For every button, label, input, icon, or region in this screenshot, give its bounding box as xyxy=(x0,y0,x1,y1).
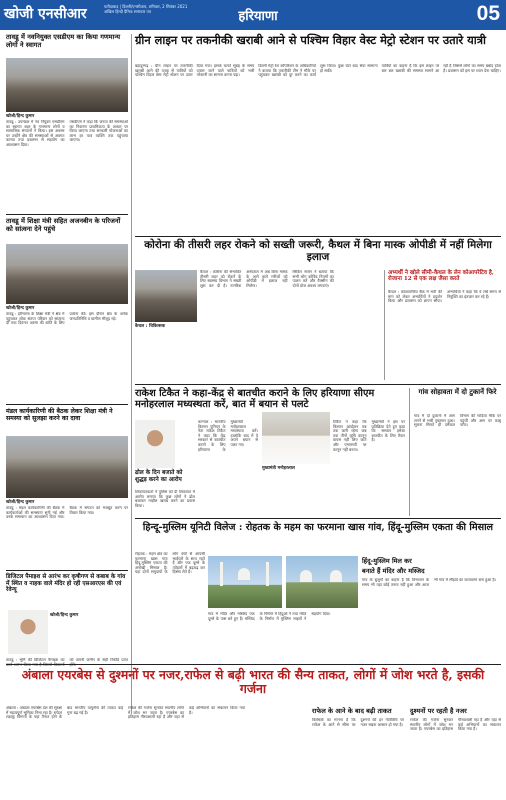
mosque-dome xyxy=(238,568,250,580)
metro-body xyxy=(135,64,501,232)
left2-photo xyxy=(6,244,128,304)
metro-headline: ग्रीन लाइन पर तकनीकी खराबी आने से पश्चिम विहार वेस्ट मेट्रो स्टेशन पर उतारे यात्री xyxy=(135,33,486,47)
left1-caption: खोजी/हिन्द कुमार xyxy=(6,114,35,119)
mosque-photo xyxy=(208,556,282,608)
newspaper-logo: खोजी एनसीआर xyxy=(4,6,87,22)
ambala-para: राफेल की गर्जना सुनकर स्थानीय लोगों में जोश भर जाता है। एयरबेस का इतिहास गौरवशाली रहा है और यहां से कई अभियानों का संचालन किया गया है। xyxy=(128,706,245,720)
corona-para: कैथल : कोरोना की संभावित तीसरी लहर को रोकने के लिए स्वास्थ्य विभाग ने सख्ती शुरू कर दी है। नागरिक अस्पताल में अब बिना मास्क के आने वाले मरीजों को ओपीडी में इलाज नहीं मिलेगा। xyxy=(200,270,288,288)
unity-body-a xyxy=(135,552,205,660)
dhol-photo xyxy=(135,420,175,468)
mosque-minaret xyxy=(220,562,223,586)
left1-para: एसडीएम ने कहा कि जनता की समस्याओं का निवारण प्राथमिकता के आधार पर किया जाएगा तथा सरकारी योजनाओं का लाभ हर पात्र व्यक्ति तक पहुंचाया जाएगा। xyxy=(69,120,128,143)
corona-photo xyxy=(135,270,197,322)
divider xyxy=(6,570,128,571)
temple-photo xyxy=(286,556,358,608)
unity-body-c xyxy=(362,578,501,660)
tikait-para: टिकैत ने कहा कि किसान आंदोलन तब तक जारी रहेगा जब तक तीनों कृषि कानून वापस नहीं लिए जाते और एमएसपी पर कानून नहीं बनता। xyxy=(333,420,367,452)
aspirants-body xyxy=(388,290,501,380)
ambala-headline: अंबाला एयरबेस से दुश्मनों पर नजर,राफेल से बढ़ी भारत की सैन्य ताकत, लोगों में जोश भरते है, इसकी गर्जना xyxy=(21,667,485,697)
left3-headline: मंडल कार्यकारिणी की बैठक लेकर शिक्षा मंत्री ने समस्या को सुलझा करने का दावा xyxy=(6,408,113,423)
left2-caption: खोजी/हिन्द कुमार xyxy=(6,306,35,311)
unity-para: रोहतक : महम क्षेत्र का फरमाना खास गांव हिंदू-मुस्लिम एकता की अनोखी मिसाल है। यहां दोनों समुदायों के लोग वर्षों से आपसी भाईचारे के साथ रहते हैं और एक दूसरे के त्योहारों में बढ़चढ़ कर हिस्सा लेते हैं। xyxy=(135,552,205,575)
temple-dome xyxy=(330,570,342,582)
ambala-subhead: दुश्मनों पर रहती है नजर xyxy=(410,707,467,715)
corona-headline: कोरोना की तीसरी लहर रोकने को सख्ती जरूरी, कैथल में बिना मास्क ओपीडी में नहीं मिलेगा इलाज xyxy=(144,239,492,263)
ambala-para: विशेषज्ञों का मानना है कि राफेल के आने से सीमा पर दुश्मनों की हर गतिविधि पर नजर रखना आसान हो गया है। xyxy=(312,718,404,727)
left3-caption: खोजी/हिन्द कुमार xyxy=(6,500,35,505)
tikait-photo xyxy=(262,412,330,464)
village-para: गांव में दो दुकानों में आग लगने से भारी नुकसान हुआ। सूचना मिलते ही दमकल विभाग की गाड़ियां मौके पर पहुंचीं और आग पर काबू पाया। xyxy=(414,414,501,428)
ambala-para: अंबाला : अंबाला एयरबेस देश की सुरक्षा में महत्वपूर्ण भूमिका निभा रहा है। राफेल लड़ाकू विमानों के यहां तैनात होने के बाद भारतीय वायुसेना की ताकत कई गुना बढ़ गई है। xyxy=(6,706,123,720)
aspirants-para: कैथल : कोआपरेटिव बैंक में भर्ती की मांग को लेकर अभ्यर्थियों ने प्रदर्शन किया और प्रशासन को ज्ञापन सौंपा। अभ्यर्थियों ने कहा कि वे लंबे समय से नियुक्ति का इंतजार कर रहे हैं। xyxy=(388,290,501,304)
left1-headline: तावडू में नवनियुक्त एसडीएम का किया गणमान्य लोगों ने स्वागत xyxy=(6,33,121,49)
left4-headline: डिजिटल पैमाइश से आरंभ कर कृषीगण से कबाब के गांव में स्थित व नाहक वाले मंदिर हो रही एसआरएस की एवं रेवेन्यू xyxy=(6,574,126,594)
tikait-headline: राकेश टिकैत ने कहा-केंद्र से बातचीत कराने के लिए हरियाणा सीएम मनोहरलाल मध्यस्थता करें, बात में बयान से पलटे xyxy=(135,388,375,411)
tikait-caption: मुख्यमंत्री मनोहरलाल xyxy=(262,466,295,471)
aspirants-headline: अभ्यर्थी ने खोले सीमी-कैथल के लेन कोआपरेटिव है, रोजाना 12 से एक लक्ष जैसा करते xyxy=(388,270,494,283)
village-body xyxy=(414,414,501,516)
column-divider xyxy=(384,270,385,380)
section-title: हरियाणा xyxy=(238,9,278,24)
corona-photo-caption: कैथल : चिकित्सक xyxy=(135,324,165,329)
unity-subhead: हिंदू-मुस्लिम मिल कर xyxy=(362,557,412,565)
mosque-minaret xyxy=(266,562,269,586)
divider xyxy=(135,236,501,237)
left2-body xyxy=(6,312,128,402)
tikait-body-a xyxy=(198,420,258,516)
left3-body xyxy=(6,506,128,568)
divider xyxy=(6,404,128,405)
corona-body xyxy=(200,270,380,380)
divider xyxy=(6,664,501,665)
edition-tagline: अखिल हिन्दी दैनिक समाचार पत्र xyxy=(104,9,151,14)
corona-para: सिविल सर्जन ने बताया कि सभी लोग कोविड नियमों का पालन करें और वैक्सीन की दोनों डोज अवश्य लगवाएं। xyxy=(292,270,334,288)
unity-body-b xyxy=(208,612,358,660)
divider xyxy=(6,214,128,215)
tikait-para: मुख्यमंत्री ने इस पर प्रतिक्रिया देते हुए कहा कि सरकार हमेशा बातचीत के लिए तैयार है। xyxy=(371,420,405,443)
left3-para: तावडू : मंडल कार्यकारिणी की बैठक में कार्यकर्ताओं की समस्याएं सुनी गई और उनके समाधान का आश्वासन दिया गया। बैठक में संगठन को मजबूत करने पर विचार किया गया। xyxy=(6,506,128,520)
unity-para: गांव के बुजुर्गों का कहना है कि विभाजन के समय भी यहां कोई तनाव नहीं हुआ और आज भी गांव में सौहार्द का वातावरण बना हुआ है। xyxy=(362,578,497,587)
ambala-para: राफेल की गर्जना सुनकर स्थानीय लोगों में जोश भर जाता है। एयरबेस का इतिहास गौरवशाली रहा है और यहां से कई अभियानों का संचालन किया गया है। xyxy=(410,718,501,732)
ambala-body-a xyxy=(6,706,306,796)
unity-subhead: बनाते हैं मंदिर और मस्जिद xyxy=(362,567,425,575)
column-divider xyxy=(409,388,410,516)
left3-photo xyxy=(6,436,128,498)
unity-headline: हिन्दू-मुस्लिम यूनिटी विलेज : रोहतक के महम का फरमाना खास गांव, हिंदू-मुस्लिम एकता की मिसाल xyxy=(142,522,494,533)
dhol-body xyxy=(135,490,195,516)
metro-para: बहादुरगढ़ : ग्रीन लाइन पर तकनीकी खराबी आने की वजह से यात्रियों को पश्चिम विहार वेस्ट मेट्रो स्टेशन पर उतार दिया गया। इसके चलते सुबह के समय दफ्तर जाने वाले यात्रियों को भारी परेशानी का सामना करना पड़ा। xyxy=(135,64,255,78)
left1-photo xyxy=(6,58,128,112)
unity-para: गांव में मंदिर और मस्जिद एक दूसरे के पास बने हुए हैं। मस्जिद के निर्माण में हिंदुओं ने तथा मंदिर के निर्माण में मुस्लिम भाइयों ने सहयोग दिया। xyxy=(208,612,331,621)
tikait-para: करनाल : भारतीय किसान यूनियन के नेता राकेश टिकैत ने कहा कि केंद्र सरकार से बातचीत कराने के लिए हरियाणा के मुख्यमंत्री मनोहरलाल मध्यस्थता करें। हालांकि बाद में वे अपने बयान से पलट गए। xyxy=(198,420,258,452)
issue-date: फरीदाबाद | दिल्ली/एनसीआर, शनिवार, 2 सितंबर 2021 xyxy=(104,4,188,9)
ambala-body-b xyxy=(312,718,404,796)
masthead xyxy=(0,0,506,30)
dhol-para: शिकायतकर्ता ने पुलिस को दी शिकायत में आरोप लगाया कि कुछ लोगों ने ढोल बजाकर माहौल खराब करने का प्रयास किया। xyxy=(135,490,195,508)
temple-dome xyxy=(300,570,312,582)
village-headline: गांव सोहावता में दो टुकानें फिरे xyxy=(418,387,497,396)
left2-headline: तावडू में शिक्षा मंत्री सहित अजनबीन के परिजनों को सांत्वना देने पहुंचे xyxy=(6,217,121,233)
metro-para: दिल्ली मेट्रो रेल कॉर्पोरेशन के अधिकारियों ने बताया कि तकनीकी टीम ने मौके पर पहुंचकर खराबी को दूर करने का कार्य शुरू किया। कुछ घंटों बाद सेवा सामान्य हो सकी। xyxy=(258,64,378,78)
left4-photo xyxy=(8,610,48,654)
divider xyxy=(135,384,501,385)
divider xyxy=(135,518,501,519)
dhol-headline: ढोल के दिन बजाते को शुद्धड़ करने का आरोप xyxy=(135,470,183,483)
left1-body xyxy=(6,120,128,212)
page-number: 05 xyxy=(476,2,500,25)
left4-para: तावडू : भूमि की डिजिटल पैमाइश का को अपनी जमीन के सही रिकॉर्ड प्राप्त xyxy=(6,658,128,662)
left1-para: तावडू : उपमंडल में नव नियुक्त एसडीएम का स्वागत शहर के गणमान्य लोगों व सामाजिक संगठनों ने किया। इस अवसर पर उन्होंने क्षेत्र की समस्याओं से अवगत कराया तथा प्रशासन से सहयोग का आश्वासन दिया। xyxy=(6,120,65,147)
column-divider xyxy=(131,34,132,714)
left4-caption: खोजी/हिन्द कुमार xyxy=(50,613,79,618)
ambala-body-c xyxy=(410,718,501,796)
left2-para: तावडू : हरियाणा के शिक्षा मंत्री ने क्षेत्र में पहुंचकर शोक संतप्त परिवार को सांत्वना दी तथा दिवंगत आत्मा की शांति के लिए प्रार्थना की। इस दौरान क्षेत्र के अनेक जनप्रतिनिधि व ग्रामीण मौजूद रहे। xyxy=(6,312,128,326)
ambala-subhead: राफेल के आने के बाद बढ़ी ताकत xyxy=(312,707,392,715)
metro-para: यात्रियों का कहना है कि इस लाइन पर बार बार खराबी की समस्या सामने आ रही है जिससे लोगों का समय बर्बाद होता है। प्रशासन को इस पर ध्यान देना चाहिए। xyxy=(381,64,501,73)
tikait-body-b xyxy=(333,420,405,516)
